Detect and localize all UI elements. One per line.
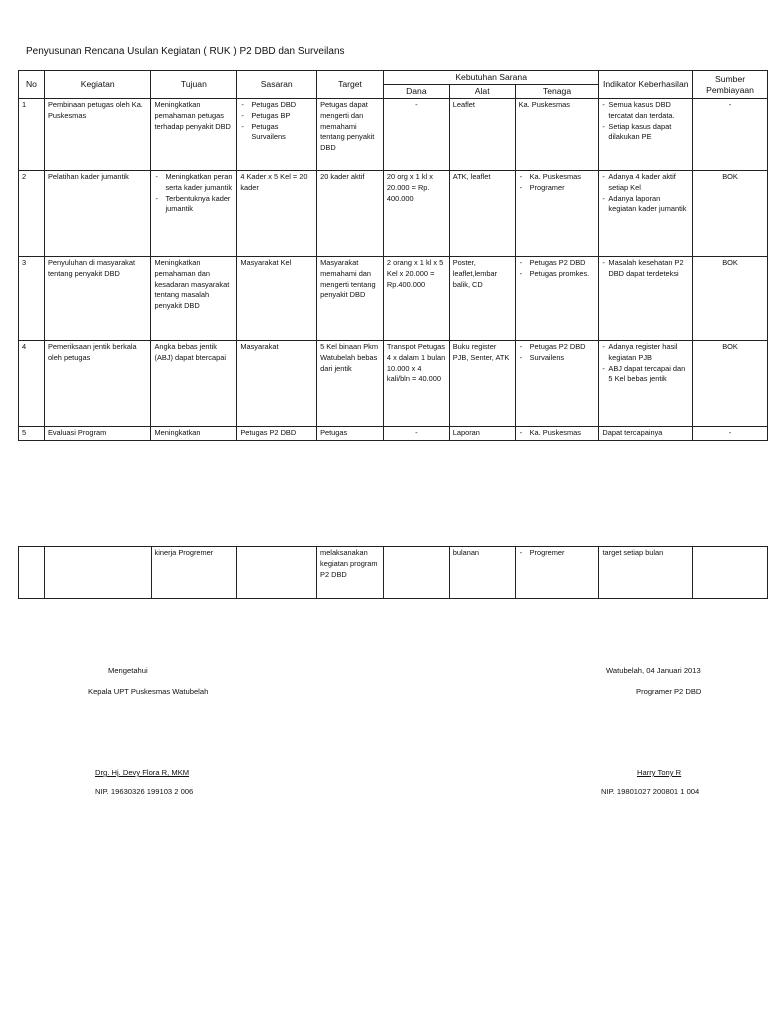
cell-target: 20 kader aktif [317,171,384,257]
cell-alat: bulanan [449,547,515,599]
cell-indikator [599,99,693,171]
cell-indikator [599,257,693,341]
table-row [19,341,768,427]
signature-mengetahui: Mengetahui [108,666,148,675]
header-dana: Dana [383,85,449,99]
cell-tujuan: kinerja Progremer [151,547,237,599]
header-target: Target [317,71,384,99]
header-tujuan: Tujuan [151,71,237,99]
cell-target: Petugas dapat mengerti dan memahami tentang penyakit DBD [317,99,384,171]
header-sasaran: Sasaran [237,71,317,99]
list-item: - Programer [519,183,596,194]
cell-sasaran [237,547,317,599]
cell-alat: Leaflet [449,99,515,171]
header-sumber: Sumber Pembiayaan [693,71,768,99]
cell-indikator: target setiap bulan [599,547,693,599]
list-item: - Petugas P2 DBD [519,258,596,269]
cell-sasaran: Masyarakat Kel [237,257,317,341]
cell-kegiatan: Pelatihan kader jumantik [44,171,151,257]
signature-right-nip: NIP. 19801027 200801 1 004 [601,787,700,796]
header-kegiatan: Kegiatan [44,71,151,99]
cell-dana: Transpot Petugas 4 x dalam 1 bulan 10.000 x 4 kali/bln = 40.000 [383,341,449,427]
cell-tujuan: Meningkatkan [151,427,237,441]
cell-sumber: BOK [693,341,768,427]
cell-tenaga [515,257,599,341]
page-title: Penyusunan Rencana Usulan Kegiatan ( RUK ) P2 DBD dan Surveilans [26,46,345,57]
cell-tenaga [515,171,599,257]
signature-left-nip: NIP. 19630326 199103 2 006 [95,787,194,796]
header-indikator: Indikator Keberhasilan [599,71,693,99]
list-item: - Petugas Survailens [240,122,313,144]
cell-target: 5 Kel binaan Pkm Watubelah bebas dari jentik [317,341,384,427]
cell-no: 4 [19,341,45,427]
table-row [19,99,768,171]
cell-alat: ATK, leaflet [449,171,515,257]
ruk-table [18,70,768,441]
table-row [19,257,768,341]
table-row [19,171,768,257]
cell-dana: 2 orang x 1 kl x 5 Kel x 20.000 = Rp.400.000 [383,257,449,341]
list-item: - Petugas DBD [240,100,313,111]
cell-tujuan: Meningkatkan pemahaman petugas terhadap penyakit DBD [151,99,237,171]
cell-alat: Poster, leaflet,lembar balik, CD [449,257,515,341]
list-item: - Petugas promkes. [519,269,596,280]
list-item: - Petugas P2 DBD [519,342,596,353]
cell-sumber: - [693,427,768,441]
cell-kegiatan [44,547,151,599]
list-item: - Setiap kasus dapat dilakukan PE [602,122,689,144]
cell-tujuan: Angka bebas jentik (ABJ) dapat btercapai [151,341,237,427]
signature-right-name: Harry Tony R [637,768,682,777]
signature-place-date: Watubelah, 04 Januari 2013 [606,666,701,675]
table-row [19,547,768,599]
cell-kegiatan: Evaluasi Program [44,427,151,441]
cell-no: 2 [19,171,45,257]
signature-left-position: Kepala UPT Puskesmas Watubelah [88,687,209,696]
cell-dana [383,547,449,599]
cell-kegiatan: Penyuluhan di masyarakat tentang penyakit DBD [44,257,151,341]
cell-alat: Laporan [449,427,515,441]
cell-sasaran: Petugas P2 DBD [237,427,317,441]
cell-target: melaksanakan kegiatan program P2 DBD [317,547,384,599]
cell-sasaran [237,99,317,171]
cell-target: Petugas [317,427,384,441]
cell-indikator: Dapat tercapainya [599,427,693,441]
cell-tujuan [151,171,237,257]
list-item: - Ka. Puskesmas [519,172,596,183]
cell-no: 1 [19,99,45,171]
signature-right-position: Programer P2 DBD [636,687,702,696]
cell-sumber: BOK [693,171,768,257]
cell-sumber [693,547,768,599]
list-item: - Adanya 4 kader aktif setiap Kel [602,172,689,194]
ruk-table-continuation [18,546,768,599]
list-item: - Survailens [519,353,596,364]
cell-sasaran: Masyarakat [237,341,317,427]
cell-no: 5 [19,427,45,441]
list-item: - Adanya laporan kegiatan kader jumantik [602,194,689,216]
cell-sasaran: 4 Kader x 5 Kel = 20 kader [237,171,317,257]
cell-sumber: BOK [693,257,768,341]
table-row [19,427,768,441]
list-item: - Ka. Puskesmas [519,428,596,439]
cell-indikator [599,171,693,257]
list-item: - Petugas BP [240,111,313,122]
list-item: - ABJ dapat tercapai dan 5 Kel bebas jentik [602,364,689,386]
cell-target: Masyarakat memahami dan mengerti tentang penyakit DBD [317,257,384,341]
header-kebutuhan-sarana: Kebutuhan Sarana [383,71,598,85]
signature-left-name: Drg. Hj. Devy Flora R, MKM [95,768,190,777]
cell-no: 3 [19,257,45,341]
header-alat: Alat [449,85,515,99]
cell-tenaga [515,547,599,599]
cell-tujuan: Meningkatkan pemahaman dan kesadaran masyarakat tentang masalah penyakit DBD [151,257,237,341]
list-item: - Progremer [519,548,596,559]
cell-kegiatan: Pemeriksaan jentik berkala oleh petugas [44,341,151,427]
list-item: - Adanya register hasil kegiatan PJB [602,342,689,364]
cell-tenaga: Ka. Puskesmas [515,99,599,171]
cell-tenaga [515,427,599,441]
list-item: - Terbentuknya kader jumantik [154,194,233,216]
cell-kegiatan: Pembinaan petugas oleh Ka. Puskesmas [44,99,151,171]
cell-dana: - [383,427,449,441]
list-item: - Masalah kesehatan P2 DBD dapat terdeteksi [602,258,689,280]
cell-sumber: - [693,99,768,171]
header-no: No [19,71,45,99]
cell-dana: 20 org x 1 kl x 20.000 = Rp. 400.000 [383,171,449,257]
header-tenaga: Tenaga [515,85,599,99]
cell-tenaga [515,341,599,427]
list-item: - Semua kasus DBD tercatat dan terdata. [602,100,689,122]
cell-indikator [599,341,693,427]
cell-dana: - [383,99,449,171]
cell-no [19,547,45,599]
cell-alat: Buku register PJB, Senter, ATK [449,341,515,427]
list-item: - Meningkatkan peran serta kader jumantik [154,172,233,194]
